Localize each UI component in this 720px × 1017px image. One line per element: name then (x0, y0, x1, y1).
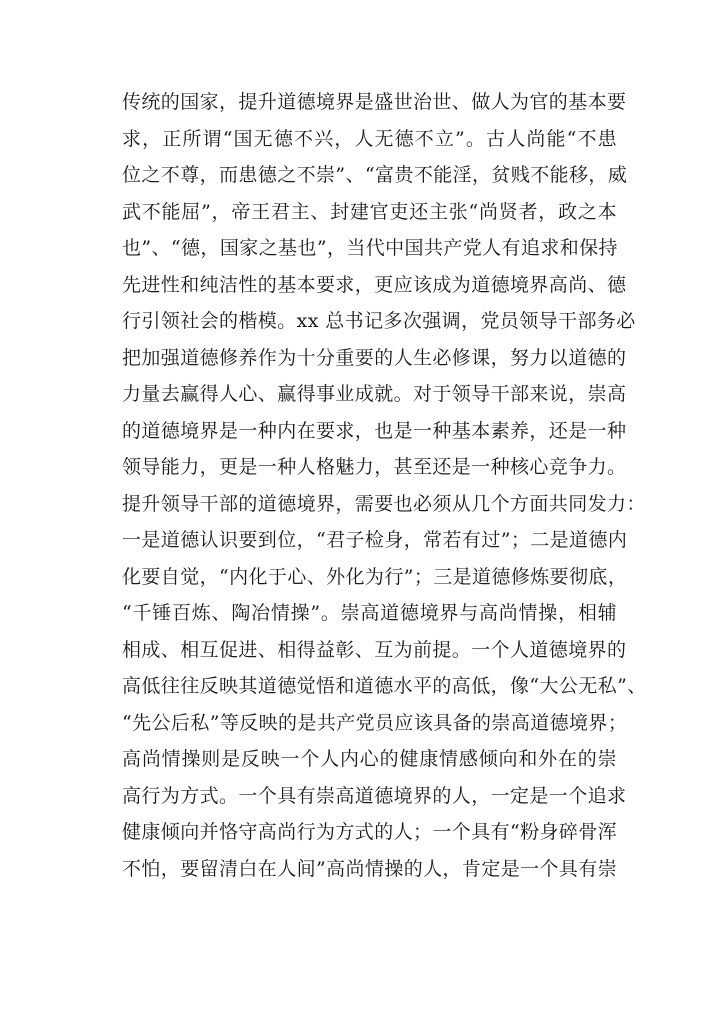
text-line: 传统的国家，提升道德境界是盛世治世、做人为官的基本要 (122, 91, 627, 113)
text-line: 高尚情操则是反映一个人内心的健康情感倾向和外在的崇 (122, 748, 617, 770)
text-line: 先进性和纯洁性的基本要求，更应该成为道德境界高尚、德 (122, 273, 627, 296)
text-line: 武不能屈”，帝王君主、封建官吏还主张“尚贤者，政之本 (122, 200, 617, 223)
text-line: 行引领社会的楷模。xx 总书记多次强调，党员领导干部务必 (122, 310, 636, 332)
text-line: 提升领导干部的道德境界，需要也必须从几个方面共同发力： (122, 492, 646, 515)
text-line: “先公后私”等反映的是共产党员应该具备的崇高道德境界； (122, 711, 628, 734)
text-line: 也”、“德，国家之基也”，当代中国共产党人有追求和保持 (122, 237, 618, 259)
text-line: 的道德境界是一种内在要求，也是一种基本素养，还是一种 (122, 419, 627, 442)
text-line: 位之不尊，而患德之不崇”、“富贵不能淫，贫贱不能移，威 (122, 164, 628, 186)
text-line: 相成、相互促进、相得益彰、互为前提。一个人道德境界的 (122, 638, 627, 661)
text-line: 力量去赢得人心、赢得事业成就。对于领导干部来说，崇高 (122, 383, 627, 405)
text-line: 健康倾向并恪守高尚行为方式的人；一个具有“粉身碎骨浑 (122, 821, 618, 843)
text-line: 高行为方式。一个具有崇高道德境界的人，一定是一个追求 (122, 784, 627, 807)
text-line: 一是道德认识要到位，“君子检身，常若有过”；二是道德内 (122, 529, 628, 551)
text-line: 领导能力，更是一种人格魅力，甚至还是一种核心竞争力。 (122, 456, 627, 478)
text-line: 把加强道德修养作为十分重要的人生必修课，努力以道德的 (122, 346, 627, 369)
text-line: 化要自觉，“内化于心、外化为行”；三是道德修炼要彻底， (122, 565, 628, 588)
text-line: 求，正所谓“国无德不兴，人无德不立”。古人尚能“不患 (122, 127, 617, 150)
text-line: 高低往往反映其道德觉悟和道德水平的高低，像“大公无私”、 (122, 675, 647, 697)
text-line: “千锤百炼、陶冶情操”。崇高道德境界与高尚情操，相辅 (122, 602, 617, 624)
text-line: 不怕，要留清白在人间”高尚情操的人，肯定是一个具有崇 (122, 857, 618, 880)
body-text (122, 84, 647, 887)
